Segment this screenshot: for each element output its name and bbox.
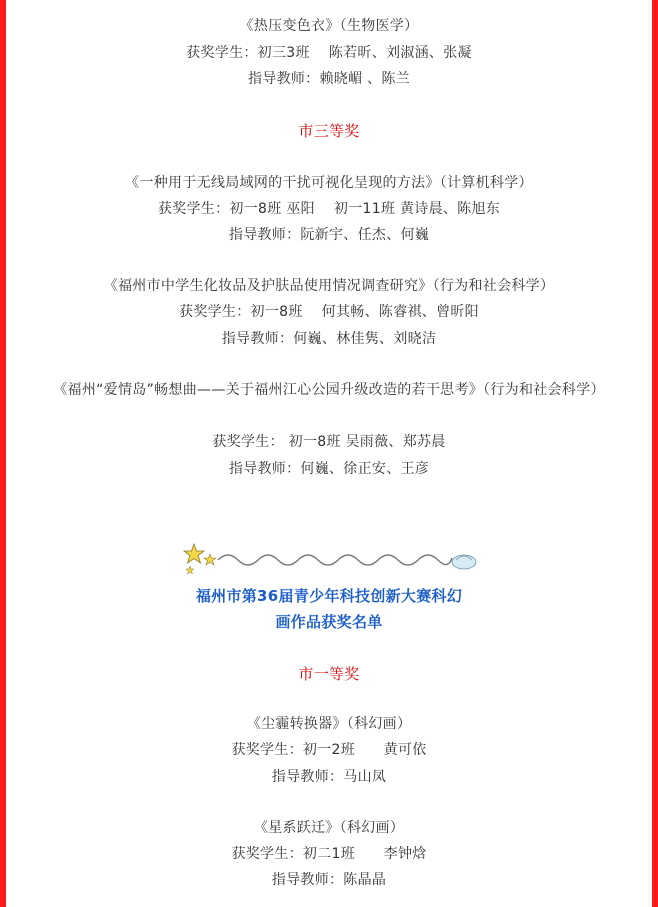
squiggle-line bbox=[218, 555, 452, 565]
entry-title: 《一种用于无线局域网的干扰可视化呈现的方法》（计算机科学） bbox=[125, 175, 533, 191]
prize-heading-third: 市三等奖 bbox=[298, 122, 360, 140]
entry-title: 《福州“爱情岛”畅想曲——关于福州江心公园升级改造的若干思考》（行为和社会科学） bbox=[53, 382, 605, 398]
entry-title: 《尘霾转换器》（科幻画） bbox=[246, 716, 412, 732]
moon-icon bbox=[452, 555, 476, 569]
entry-teachers: 指导教师：马山凤 bbox=[271, 769, 387, 785]
entry-teachers: 指导教师：陈晶晶 bbox=[271, 872, 387, 888]
star-icon bbox=[184, 544, 216, 574]
entry-teachers: 指导教师：何巍、林佳隽、刘晓洁 bbox=[221, 331, 437, 347]
entry-students: 获奖学生：初二1班 李钟焓 bbox=[231, 846, 427, 862]
entry-title: 《星系跃迁》（科幻画） bbox=[253, 820, 405, 836]
entry-title: 《热压变色衣》（生物医学） bbox=[239, 18, 419, 34]
prize-heading-first: 市一等奖 bbox=[298, 665, 360, 683]
article-body bbox=[6, 0, 652, 907]
section-title-line1: 福州市第36届青少年科技创新大赛科幻 bbox=[195, 587, 463, 605]
section-title-line2: 画作品获奖名单 bbox=[275, 613, 383, 631]
entry-teachers: 指导教师：赖晓嵋 、陈兰 bbox=[247, 71, 411, 87]
page-border-right bbox=[652, 0, 658, 907]
entry-students: 获奖学生：初一8班 巫阳 初一11班 黄诗晨、陈旭东 bbox=[157, 201, 501, 217]
decorative-divider bbox=[180, 538, 480, 578]
entry-teachers: 指导教师：何巍、徐正安、王彦 bbox=[228, 461, 430, 477]
entry-students: 获奖学生： 初一8班 吴雨薇、郑苏晨 bbox=[212, 434, 446, 450]
entry-students: 获奖学生：初一2班 黄可依 bbox=[231, 742, 427, 758]
entry-students: 获奖学生：初一8班 何其畅、陈睿祺、曾昕阳 bbox=[179, 304, 479, 320]
entry-title: 《福州市中学生化妆品及护肤品使用情况调查研究》（行为和社会科学） bbox=[103, 278, 555, 294]
entry-teachers: 指导教师：阮新宇、任杰、何巍 bbox=[228, 227, 430, 243]
entry-students: 获奖学生：初三3班 陈若昕、刘淑涵、张凝 bbox=[186, 45, 472, 61]
